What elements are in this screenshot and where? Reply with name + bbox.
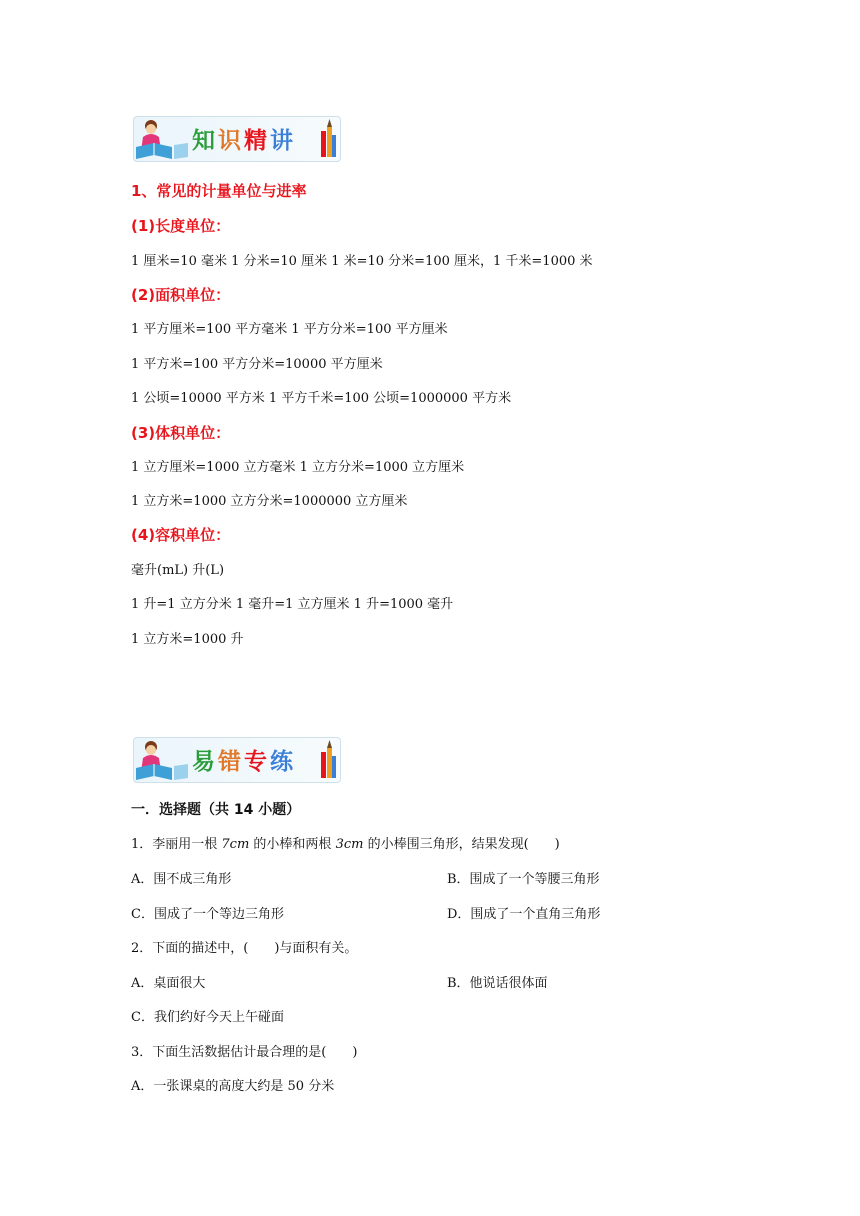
capacity-title: (4)容积单位： (131, 526, 231, 544)
area-line-3: 1 公顷=10000 平方米 1 平方千米=100 公顷=1000000 平方米 (131, 391, 512, 406)
q1-length-2: 3cm (335, 837, 364, 852)
pencils-icon (320, 117, 338, 161)
q1-option-c[interactable]: C．围成了一个等边三角形 (131, 907, 284, 922)
reading-girl-icon (134, 117, 192, 161)
q3-option-a[interactable]: A．一张课桌的高度大约是 50 分米 (131, 1079, 335, 1094)
volume-line-1: 1 立方厘米=1000 立方毫米 1 立方分米=1000 立方厘米 (131, 460, 465, 475)
q1-text-post: 的小棒围三角形，结果发现( ) (363, 837, 560, 852)
q1-text-pre: 1．李丽用一根 (131, 837, 222, 852)
capacity-line-1: 毫升(mL) 升(L) (131, 563, 225, 578)
q1-length-1: 7cm (221, 837, 250, 852)
q1-option-b[interactable]: B．围成了一个等腰三角形 (447, 872, 600, 887)
volume-line-2: 1 立方米=1000 立方分米=1000000 立方厘米 (131, 494, 408, 509)
area-line-1: 1 平方厘米=100 平方毫米 1 平方分米=100 平方厘米 (131, 322, 448, 337)
question-1 (131, 833, 560, 852)
capacity-line-3: 1 立方米=1000 升 (131, 632, 244, 647)
knowledge-banner (133, 116, 341, 162)
q2-option-b[interactable]: B．他说话很体面 (447, 976, 548, 991)
q2-option-c[interactable]: C．我们约好今天上午碰面 (131, 1010, 284, 1025)
banner-title: 知识精讲 (192, 128, 296, 154)
question-2: 2．下面的描述中，( )与面积有关。 (131, 941, 358, 956)
area-title: (2)面积单位： (131, 286, 231, 304)
volume-title: (3)体积单位： (131, 424, 231, 442)
reading-girl-icon (134, 738, 192, 782)
capacity-line-2: 1 升=1 立方分米 1 毫升=1 立方厘米 1 升=1000 毫升 (131, 597, 454, 612)
q1-option-a[interactable]: A．围不成三角形 (131, 872, 232, 887)
length-line-1: 1 厘米=10 毫米 1 分米=10 厘米 1 米=10 分米=100 厘米，1 千米=1000 米 (131, 254, 593, 269)
q1-option-d[interactable]: D．围成了一个直角三角形 (447, 907, 601, 922)
pencils-icon (320, 738, 338, 782)
q1-text-mid: 的小棒和两根 (249, 837, 336, 852)
area-line-2: 1 平方米=100 平方分米=10000 平方厘米 (131, 357, 383, 372)
length-title: (1)长度单位： (131, 217, 231, 235)
q2-option-a[interactable]: A．桌面很大 (131, 976, 206, 991)
exercise-section-title: 一．选择题（共 14 小题） (131, 802, 301, 818)
question-3: 3．下面生活数据估计最合理的是( ) (131, 1045, 358, 1060)
banner-title: 易错专练 (192, 749, 296, 775)
section-heading: 1、常见的计量单位与进率 (131, 182, 307, 200)
exercise-banner (133, 737, 341, 783)
